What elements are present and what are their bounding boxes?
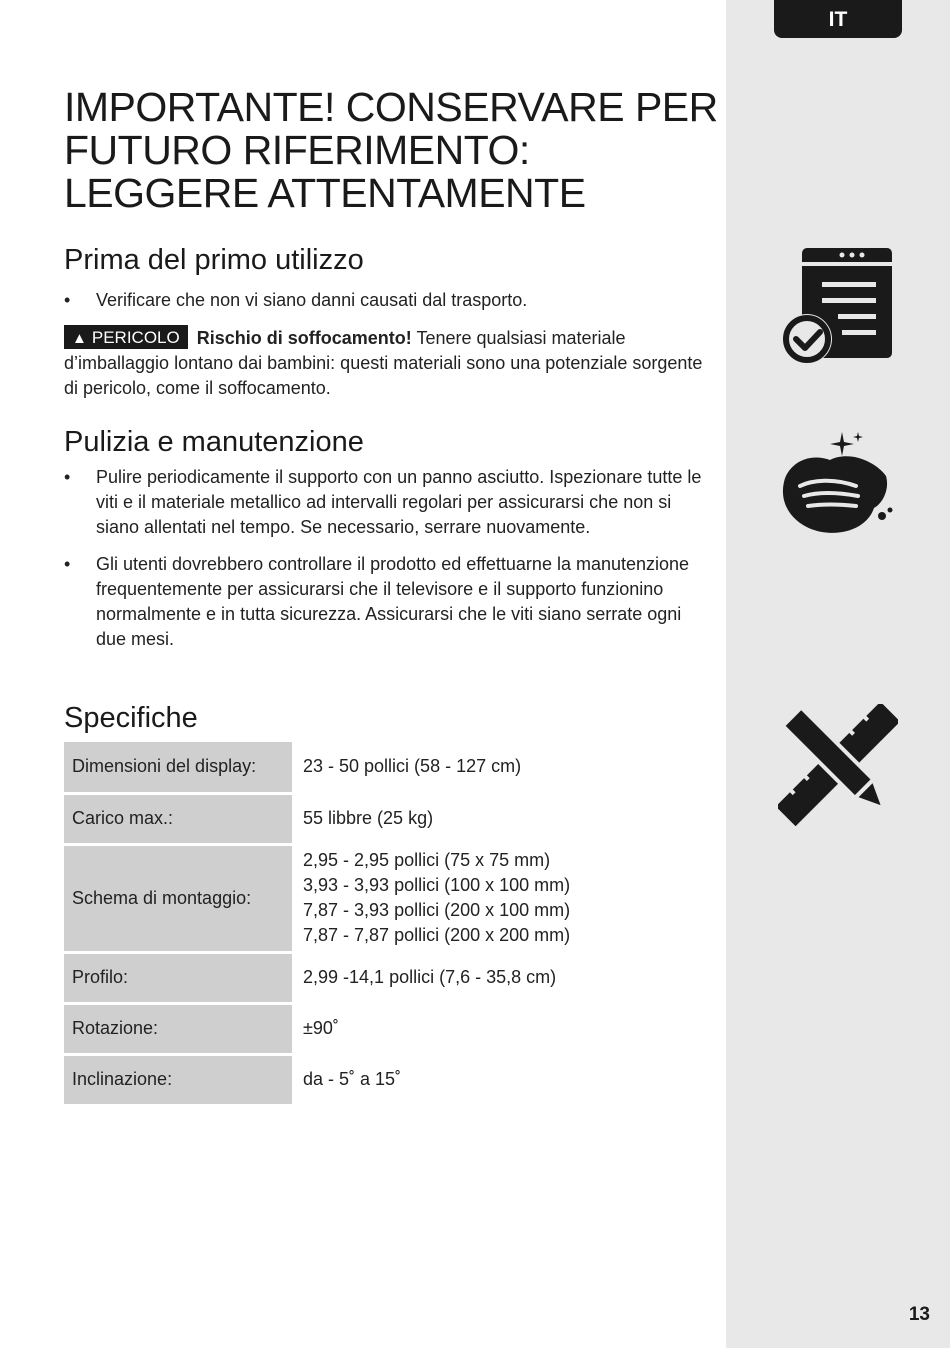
spec-key: Dimensioni del display:: [64, 742, 294, 793]
section-title-specs: Specifiche: [64, 702, 198, 734]
table-row: [64, 952, 714, 1003]
warning-triangle-icon: ▲: [72, 330, 87, 347]
checklist-icon: [780, 246, 896, 371]
language-tab: IT: [774, 0, 902, 38]
specs-table: [64, 742, 714, 1107]
spec-value: 55 libbre (25 kg): [294, 793, 715, 844]
section-title-before-use: Prima del primo utilizzo: [64, 244, 364, 276]
spec-value: da - 5˚ a 15˚: [294, 1054, 715, 1105]
table-row: [64, 742, 714, 793]
spec-value: 2,95 - 2,95 pollici (75 x 75 mm) 3,93 - 3,93 pollici (100 x 100 mm) 7,87 - 3,93 pollici (200 x 100 mm) 7,87 - 7,87 pollici (200 x 200 mm): [294, 844, 715, 952]
bullet-icon: •: [64, 467, 71, 487]
warning-text: Tenere qualsiasi materiale d’imballaggio lontano dai bambini: questi materiali sono una potenziale sorgente di pericolo, come il soffocamento.: [64, 328, 703, 398]
sidebar: [726, 0, 950, 1348]
bullet-icon: •: [64, 290, 71, 310]
warning-headline: Rischio di soffocamento!: [196, 328, 412, 348]
table-row: [64, 1003, 714, 1054]
spec-key: Inclinazione:: [64, 1054, 294, 1105]
spec-key: Profilo:: [64, 952, 294, 1003]
page-number: 13: [908, 1304, 930, 1325]
spec-value: 23 - 50 pollici (58 - 127 cm): [294, 742, 715, 793]
table-row: [64, 844, 714, 952]
spec-value: ±90˚: [294, 1003, 715, 1054]
table-row: [64, 1054, 714, 1105]
danger-warning: [64, 325, 714, 401]
list-item: • Verificare che non vi siano danni causati dal trasporto.: [64, 288, 714, 313]
cleaning-list: [64, 465, 714, 664]
pencil-ruler-icon: [778, 704, 898, 831]
danger-badge: ▲ PERICOLO: [64, 325, 188, 349]
cleaning-hand-icon: [778, 430, 896, 545]
bullet-icon: •: [64, 554, 71, 574]
before-use-list: [64, 288, 714, 325]
table-row: [64, 793, 714, 844]
spec-value: 2,99 -14,1 pollici (7,6 - 35,8 cm): [294, 952, 715, 1003]
spec-key: Schema di montaggio:: [64, 844, 294, 952]
list-item: • Gli utenti dovrebbero controllare il prodotto ed effettuarne la manutenzione frequentemente per assicurarsi che il televisore e il supporto funzionino normalmente e in tutta sicurezza. Assicurarsi che le viti siano serrate ogni due mesi.: [64, 554, 690, 649]
page-title: IMPORTANTE! CONSERVARE PER FUTURO RIFERIMENTO: LEGGERE ATTENTAMENTE: [64, 84, 718, 216]
spec-key: Rotazione:: [64, 1003, 294, 1054]
list-item: • Pulire periodicamente il supporto con un panno asciutto. Ispezionare tutte le viti e il materiale metallico ad intervalli regolari per assicurarsi che non si siano allentati nel tempo. Se necessario, serrare nuovamente.: [64, 467, 702, 537]
spec-key: Carico max.:: [64, 793, 294, 844]
section-title-cleaning: Pulizia e manutenzione: [64, 426, 364, 458]
